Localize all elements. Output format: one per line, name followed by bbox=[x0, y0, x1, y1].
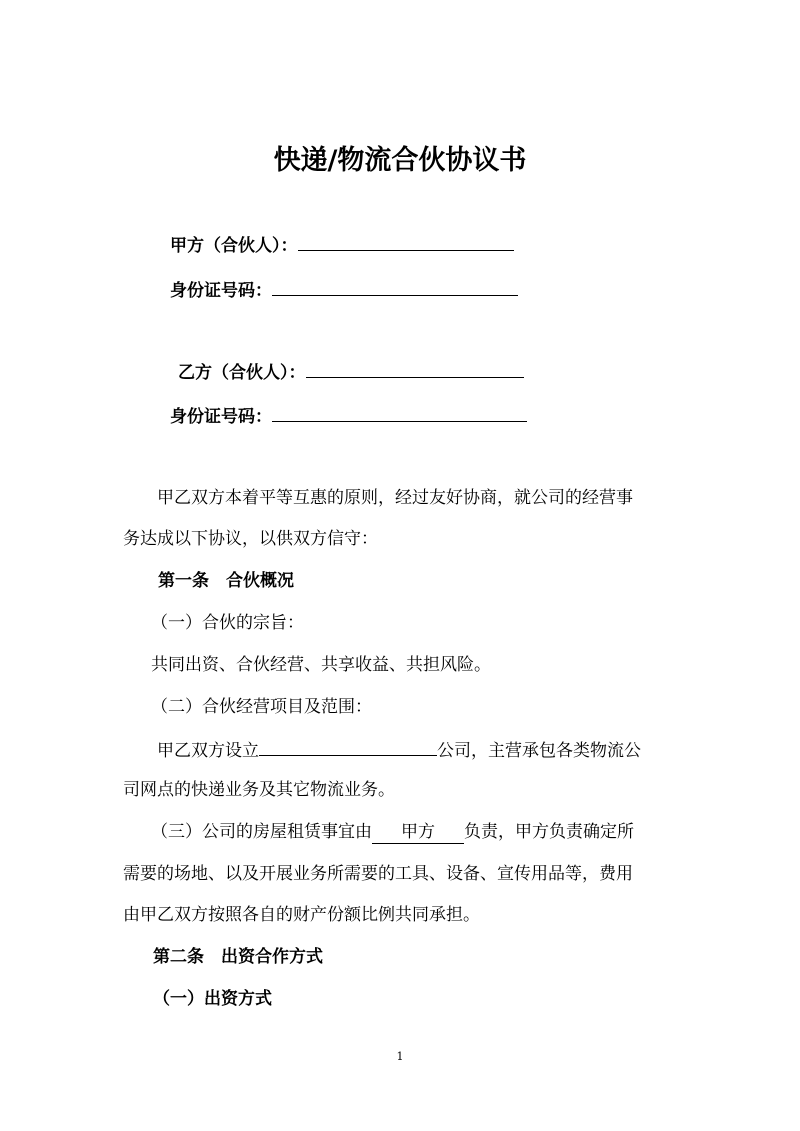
company-setup-suffix: 公司，主营承包各类物流公 bbox=[437, 741, 641, 761]
company-name-field[interactable] bbox=[259, 737, 437, 756]
party-a-id-row bbox=[170, 277, 518, 303]
article-2-heading: 第二条 出资合作方式 bbox=[153, 947, 323, 967]
lease-prefix: （三）公司的房屋租赁事宜由 bbox=[151, 822, 372, 842]
party-b-id-field[interactable] bbox=[272, 403, 527, 422]
intro-line-1: 甲乙双方本着平等互惠的原则，经过友好协商，就公司的经营事 bbox=[157, 488, 633, 508]
party-b-name-field[interactable] bbox=[306, 359, 524, 378]
article-1-section-3-line-1 bbox=[151, 820, 634, 844]
intro-line-2: 务达成以下协议，以供双方信守： bbox=[123, 529, 378, 549]
party-a-name-field[interactable] bbox=[298, 232, 514, 251]
article-1-section-3-line-2: 需要的场地、以及开展业务所需要的工具、设备、宣传用品等，费用 bbox=[123, 864, 633, 884]
party-b-id-label: 身份证号码： bbox=[170, 407, 272, 427]
party-b-label: 乙方（合伙人）： bbox=[178, 363, 306, 383]
article-1-section-1-text: 共同出资、合伙经营、共享收益、共担风险。 bbox=[151, 655, 491, 675]
party-b-row bbox=[178, 359, 524, 385]
article-1-section-2-line-1 bbox=[157, 737, 641, 763]
article-1-heading: 第一条 合伙概况 bbox=[158, 571, 294, 591]
lease-responsible-field[interactable]: 甲方 bbox=[372, 821, 464, 844]
party-a-id-label: 身份证号码： bbox=[170, 281, 272, 301]
party-a-label: 甲方（合伙人）： bbox=[170, 236, 298, 256]
article-1-section-2-line-2: 司网点的快递业务及其它物流业务。 bbox=[123, 780, 395, 800]
company-setup-prefix: 甲乙双方设立 bbox=[157, 741, 259, 761]
article-1-section-3-line-3: 由甲乙双方按照各自的财产份额比例共同承担。 bbox=[123, 905, 480, 925]
document-title: 快递/物流合伙协议书 bbox=[273, 145, 527, 176]
page-number: 1 bbox=[396, 1050, 404, 1063]
lease-suffix: 负责，甲方负责确定所 bbox=[464, 822, 634, 842]
article-1-section-2-heading: （二）合伙经营项目及范围： bbox=[151, 697, 372, 717]
party-a-id-field[interactable] bbox=[272, 277, 518, 296]
party-b-id-row bbox=[170, 403, 527, 429]
article-1-section-1-heading: （一）合伙的宗旨： bbox=[151, 613, 304, 633]
article-2-section-1-heading: （一）出资方式 bbox=[153, 989, 272, 1009]
party-a-row bbox=[170, 232, 514, 258]
